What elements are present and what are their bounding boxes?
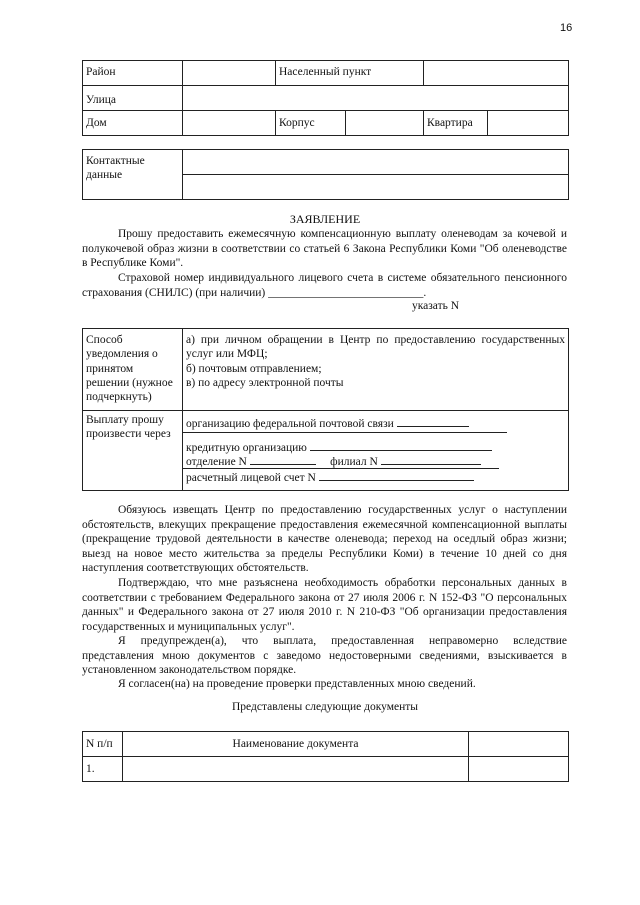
settlement-field[interactable] [424, 61, 569, 86]
consent-check-paragraph: Я согласен(на) на проведение проверки представленных мною сведений. [118, 678, 476, 690]
house-field[interactable] [183, 111, 276, 136]
pay-post-label: организацию федеральной почтовой связи [186, 418, 394, 430]
district-label: Район [83, 61, 183, 86]
method-label: Способ уведомления о принятом решении (нужное подчеркнуть) [83, 329, 183, 411]
pay-credit-label: кредитную организацию [186, 442, 307, 454]
pay-account-field[interactable] [319, 470, 474, 481]
notify-table [82, 328, 569, 491]
col-extra-header [469, 732, 569, 757]
col-name-header: Наименование документа [123, 732, 469, 757]
pay-branch-label: филиал N [330, 456, 378, 468]
pay-dept-field[interactable] [250, 454, 316, 465]
statement-snils: Страховой номер индивидуального лицевого счета в системе обязательного пенсионного страхования (СНИЛС) (при наличии) ___________________________. [82, 272, 567, 299]
statement-request: Прошу предоставить ежемесячную компенсационную выплату оленеводам за кочевой и полукочевой образ жизни в соответствии со статьей 6 Закона Республики Коми "Об оленеводстве в Республике Коми". [82, 228, 567, 270]
option-c[interactable]: в) по адресу электронной почты [186, 376, 344, 389]
col-num-header: N п/п [83, 732, 123, 757]
settlement-label: Населенный пункт [276, 61, 424, 86]
contacts-label: Контактные данные [83, 150, 183, 200]
contacts-table [82, 149, 569, 200]
row1-num: 1. [83, 757, 123, 782]
house-label: Дом [83, 111, 183, 136]
building-label: Корпус [276, 111, 346, 136]
payment-options [183, 411, 569, 491]
street-label: Улица [83, 86, 183, 111]
obligation-paragraph: Обязуюсь извещать Центр по предоставлению государственных услуг о наступлении обстоятельств, влекущих прекращение предоставления ежемесячной компенсационной выплаты (прекращение трудовой деятельности в качестве оленевода; переход на оседлый образ жизни; выезд на новое место жительства за пределы Республики Коми) в течение 10 дней со дня наступления соответствующих обстоятельств. [82, 504, 567, 575]
payment-label: Выплату прошу произвести через [83, 411, 183, 491]
documents-heading: Представлены следующие документы [232, 701, 418, 713]
building-field[interactable] [346, 111, 424, 136]
apartment-field[interactable] [488, 111, 569, 136]
pay-account-label: расчетный лицевой счет N [186, 472, 316, 484]
pay-post-field[interactable] [397, 416, 469, 427]
option-b[interactable]: б) почтовым отправлением; [186, 362, 322, 375]
address-table [82, 60, 569, 136]
row1-extra-field[interactable] [469, 757, 569, 782]
page-number: 16 [560, 22, 573, 34]
method-options [183, 329, 569, 411]
pay-dept-label: отделение N [186, 456, 247, 468]
snils-hint: указать N [412, 300, 460, 312]
warning-paragraph: Я предупрежден(а), что выплата, предоставленная неправомерно вследствие представления мною документов с заведомо недостоверными сведениями, взыскивается в установленном законодательством порядке. [82, 635, 567, 677]
row1-name-field[interactable] [123, 757, 469, 782]
documents-table [82, 731, 569, 782]
apartment-label: Квартира [424, 111, 488, 136]
pay-branch-field[interactable] [381, 454, 481, 465]
pay-credit-field[interactable] [310, 440, 492, 451]
contacts-field[interactable] [183, 150, 569, 200]
statement-title: ЗАЯВЛЕНИЕ [289, 212, 361, 226]
street-field[interactable] [183, 86, 569, 111]
district-field[interactable] [183, 61, 276, 86]
option-a[interactable]: а) при личном обращении в Центр по предоставлению государственных услуг или МФЦ; [186, 334, 565, 361]
consent-data-paragraph: Подтверждаю, что мне разъяснена необходимость обработки персональных данных в соответствии с требованием Федерального закона от 27 июля 2006 г. N 152-ФЗ "О персональных данных" и Федерального закона от 27 июля 2010 г. N 210-ФЗ "Об организации предоставления государственных и муниципальных услуг". [82, 577, 567, 633]
